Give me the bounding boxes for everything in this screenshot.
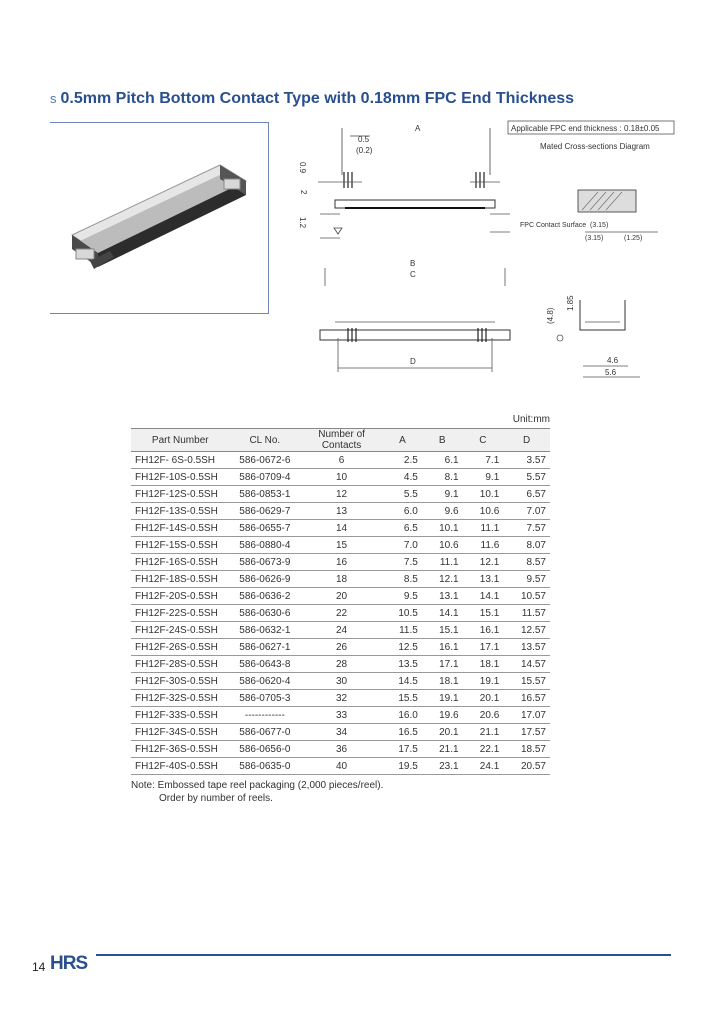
cell-cl-no: 586-0672-6 [230, 452, 301, 469]
table-row [131, 758, 550, 775]
cell-part-number: FH12F-30S-0.5SH [131, 673, 230, 690]
cell-a: 2.5 [383, 452, 422, 469]
cell-a: 6.0 [383, 503, 422, 520]
cell-part-number: FH12F-36S-0.5SH [131, 741, 230, 758]
hrs-logo: HRS [50, 953, 88, 974]
cell-d: 12.57 [503, 622, 550, 639]
table-row [131, 741, 550, 758]
dim-2: 2 [299, 190, 308, 195]
cell-part-number: FH12F-13S-0.5SH [131, 503, 230, 520]
table-row [131, 707, 550, 724]
cell-c: 20.6 [463, 707, 504, 724]
note [131, 779, 383, 805]
dim-48: (4.8) [546, 307, 555, 324]
dim-125: (1.25) [624, 235, 643, 242]
cell-cl-no: 586-0636-2 [230, 588, 301, 605]
table-row [131, 486, 550, 503]
label-d: D [410, 357, 416, 366]
cell-contacts: 13 [300, 503, 383, 520]
dim-185: 1.85 [566, 295, 575, 311]
table-row [131, 639, 550, 656]
cell-cl-no: 586-0880-4 [230, 537, 301, 554]
cell-c: 13.1 [463, 571, 504, 588]
cell-contacts: 14 [300, 520, 383, 537]
cell-d: 16.57 [503, 690, 550, 707]
cell-c: 18.1 [463, 656, 504, 673]
cell-c: 22.1 [463, 741, 504, 758]
cell-c: 10.1 [463, 486, 504, 503]
table-row [131, 571, 550, 588]
cell-c: 14.1 [463, 588, 504, 605]
cell-contacts: 28 [300, 656, 383, 673]
right-pins [476, 172, 484, 188]
cell-a: 13.5 [383, 656, 422, 673]
cell-c: 19.1 [463, 673, 504, 690]
table-row [131, 537, 550, 554]
cell-c: 21.1 [463, 724, 504, 741]
cell-d: 8.57 [503, 554, 550, 571]
cell-d: 13.57 [503, 639, 550, 656]
label-a: A [415, 124, 421, 133]
cell-a: 4.5 [383, 469, 422, 486]
cell-cl-no: 586-0632-1 [230, 622, 301, 639]
cell-part-number: FH12F-22S-0.5SH [131, 605, 230, 622]
label-b: B [410, 259, 416, 268]
cell-contacts: 12 [300, 486, 383, 503]
cell-part-number: FH12F-20S-0.5SH [131, 588, 230, 605]
cell-b: 13.1 [422, 588, 463, 605]
dim-315b: (3.15) [585, 235, 604, 242]
table-row [131, 673, 550, 690]
cell-a: 6.5 [383, 520, 422, 537]
cell-d: 11.57 [503, 605, 550, 622]
cell-contacts: 40 [300, 758, 383, 775]
cell-contacts: 18 [300, 571, 383, 588]
table-row [131, 554, 550, 571]
cell-cl-no: 586-0655-7 [230, 520, 301, 537]
cell-c: 24.1 [463, 758, 504, 775]
cell-d: 7.07 [503, 503, 550, 520]
cell-b: 10.1 [422, 520, 463, 537]
cell-b: 17.1 [422, 656, 463, 673]
spec-table [131, 428, 550, 775]
cell-c: 20.1 [463, 690, 504, 707]
cell-a: 11.5 [383, 622, 422, 639]
table-row [131, 690, 550, 707]
cell-part-number: FH12F-18S-0.5SH [131, 571, 230, 588]
cell-cl-no: 586-0626-9 [230, 571, 301, 588]
cell-d: 10.57 [503, 588, 550, 605]
dim-56: 5.6 [605, 368, 617, 377]
mated-label: Mated Cross-sections Diagram [540, 142, 650, 151]
header-a: A [383, 429, 422, 452]
table-row [131, 622, 550, 639]
header-contacts: Number of Contacts [300, 429, 383, 452]
cell-cl-no: 586-0630-6 [230, 605, 301, 622]
cell-contacts: 16 [300, 554, 383, 571]
cell-contacts: 36 [300, 741, 383, 758]
cell-d: 8.07 [503, 537, 550, 554]
cell-a: 15.5 [383, 690, 422, 707]
cell-contacts: 26 [300, 639, 383, 656]
cell-d: 3.57 [503, 452, 550, 469]
connector-body-front [335, 200, 495, 208]
header-part-number: Part Number [131, 429, 230, 452]
cell-part-number: FH12F-12S-0.5SH [131, 486, 230, 503]
cell-contacts: 32 [300, 690, 383, 707]
cell-a: 16.0 [383, 707, 422, 724]
cell-contacts: 22 [300, 605, 383, 622]
cell-b: 10.6 [422, 537, 463, 554]
cell-d: 17.07 [503, 707, 550, 724]
table-row [131, 469, 550, 486]
label-c: C [410, 270, 416, 279]
cell-a: 12.5 [383, 639, 422, 656]
table-row [131, 724, 550, 741]
cell-a: 10.5 [383, 605, 422, 622]
cell-cl-no: 586-0705-3 [230, 690, 301, 707]
cell-part-number: FH12F-15S-0.5SH [131, 537, 230, 554]
cell-d: 18.57 [503, 741, 550, 758]
title-bullet: s [50, 91, 57, 106]
side-profile [580, 300, 625, 330]
cell-a: 19.5 [383, 758, 422, 775]
cell-part-number: FH12F-14S-0.5SH [131, 520, 230, 537]
cell-b: 21.1 [422, 741, 463, 758]
cell-d: 17.57 [503, 724, 550, 741]
cell-cl-no: 586-0709-4 [230, 469, 301, 486]
cell-contacts: 30 [300, 673, 383, 690]
footer-rule [96, 954, 671, 956]
cell-part-number: FH12F-28S-0.5SH [131, 656, 230, 673]
cell-a: 7.5 [383, 554, 422, 571]
cell-b: 11.1 [422, 554, 463, 571]
cell-c: 10.6 [463, 503, 504, 520]
cell-cl-no: 586-0853-1 [230, 486, 301, 503]
cell-a: 14.5 [383, 673, 422, 690]
header-cl-no: CL No. [230, 429, 301, 452]
dim-02: (0.2) [356, 146, 373, 155]
cell-b: 9.1 [422, 486, 463, 503]
table-header-row [131, 429, 550, 452]
cell-b: 19.1 [422, 690, 463, 707]
cell-part-number: FH12F- 6S-0.5SH [131, 452, 230, 469]
cell-part-number: FH12F-32S-0.5SH [131, 690, 230, 707]
note-line-1: Note: Embossed tape reel packaging (2,000 pieces/reel). [131, 780, 384, 791]
dim-05: 0.5 [358, 135, 370, 144]
cell-d: 15.57 [503, 673, 550, 690]
cell-part-number: FH12F-34S-0.5SH [131, 724, 230, 741]
cell-b: 6.1 [422, 452, 463, 469]
cell-b: 23.1 [422, 758, 463, 775]
cell-b: 14.1 [422, 605, 463, 622]
cell-d: 5.57 [503, 469, 550, 486]
cell-a: 16.5 [383, 724, 422, 741]
cell-b: 18.1 [422, 673, 463, 690]
page-number: 14 [32, 960, 46, 974]
cell-b: 16.1 [422, 639, 463, 656]
dim-46: 4.6 [607, 356, 619, 365]
cell-contacts: 34 [300, 724, 383, 741]
dim-315a: (3.15) [590, 222, 609, 229]
table-row [131, 656, 550, 673]
cell-d: 7.57 [503, 520, 550, 537]
cell-part-number: FH12F-33S-0.5SH [131, 707, 230, 724]
note-line-2: Order by number of reels. [159, 793, 273, 804]
title-text: 0.5mm Pitch Bottom Contact Type with 0.18mm FPC End Thickness [60, 90, 575, 107]
table-row [131, 588, 550, 605]
fpc-thickness-label: Applicable FPC end thickness : 0.18±0.05 [511, 124, 660, 133]
cell-b: 9.6 [422, 503, 463, 520]
table-row [131, 452, 550, 469]
cell-b: 8.1 [422, 469, 463, 486]
cell-cl-no: 586-0677-0 [230, 724, 301, 741]
cell-part-number: FH12F-26S-0.5SH [131, 639, 230, 656]
cell-c: 16.1 [463, 622, 504, 639]
cell-contacts: 15 [300, 537, 383, 554]
cell-c: 15.1 [463, 605, 504, 622]
dim-09: 0.9 [298, 162, 307, 174]
dim-12: 1.2 [298, 217, 307, 229]
cell-c: 7.1 [463, 452, 504, 469]
cell-cl-no: ------------ [230, 707, 301, 724]
cell-b: 12.1 [422, 571, 463, 588]
cell-a: 17.5 [383, 741, 422, 758]
cell-a: 9.5 [383, 588, 422, 605]
cell-part-number: FH12F-24S-0.5SH [131, 622, 230, 639]
cell-cl-no: 586-0656-0 [230, 741, 301, 758]
cell-cl-no: 586-0620-4 [230, 673, 301, 690]
cell-b: 20.1 [422, 724, 463, 741]
cell-d: 6.57 [503, 486, 550, 503]
cell-cl-no: 586-0643-8 [230, 656, 301, 673]
unit-label: Unit:mm [512, 414, 550, 425]
table-row [131, 605, 550, 622]
header-d: D [503, 429, 550, 452]
fpc-contact-label: FPC Contact Surface [520, 222, 587, 229]
cell-cl-no: 586-0673-9 [230, 554, 301, 571]
cell-d: 20.57 [503, 758, 550, 775]
cell-a: 5.5 [383, 486, 422, 503]
cell-cl-no: 586-0629-7 [230, 503, 301, 520]
cell-contacts: 24 [300, 622, 383, 639]
dimension-drawing [0, 0, 720, 400]
cell-a: 7.0 [383, 537, 422, 554]
cell-contacts: 10 [300, 469, 383, 486]
cell-c: 17.1 [463, 639, 504, 656]
cell-part-number: FH12F-16S-0.5SH [131, 554, 230, 571]
cell-contacts: 6 [300, 452, 383, 469]
cell-c: 12.1 [463, 554, 504, 571]
left-pins [344, 172, 352, 188]
cell-d: 14.57 [503, 656, 550, 673]
cell-c: 9.1 [463, 469, 504, 486]
cell-part-number: FH12F-10S-0.5SH [131, 469, 230, 486]
table-row [131, 503, 550, 520]
cell-a: 8.5 [383, 571, 422, 588]
header-c: C [463, 429, 504, 452]
cell-c: 11.6 [463, 537, 504, 554]
cell-cl-no: 586-0635-0 [230, 758, 301, 775]
cell-contacts: 20 [300, 588, 383, 605]
cell-part-number: FH12F-40S-0.5SH [131, 758, 230, 775]
cell-contacts: 33 [300, 707, 383, 724]
cell-cl-no: 586-0627-1 [230, 639, 301, 656]
cell-b: 15.1 [422, 622, 463, 639]
header-b: B [422, 429, 463, 452]
table-row [131, 520, 550, 537]
cell-d: 9.57 [503, 571, 550, 588]
cell-b: 19.6 [422, 707, 463, 724]
cell-c: 11.1 [463, 520, 504, 537]
